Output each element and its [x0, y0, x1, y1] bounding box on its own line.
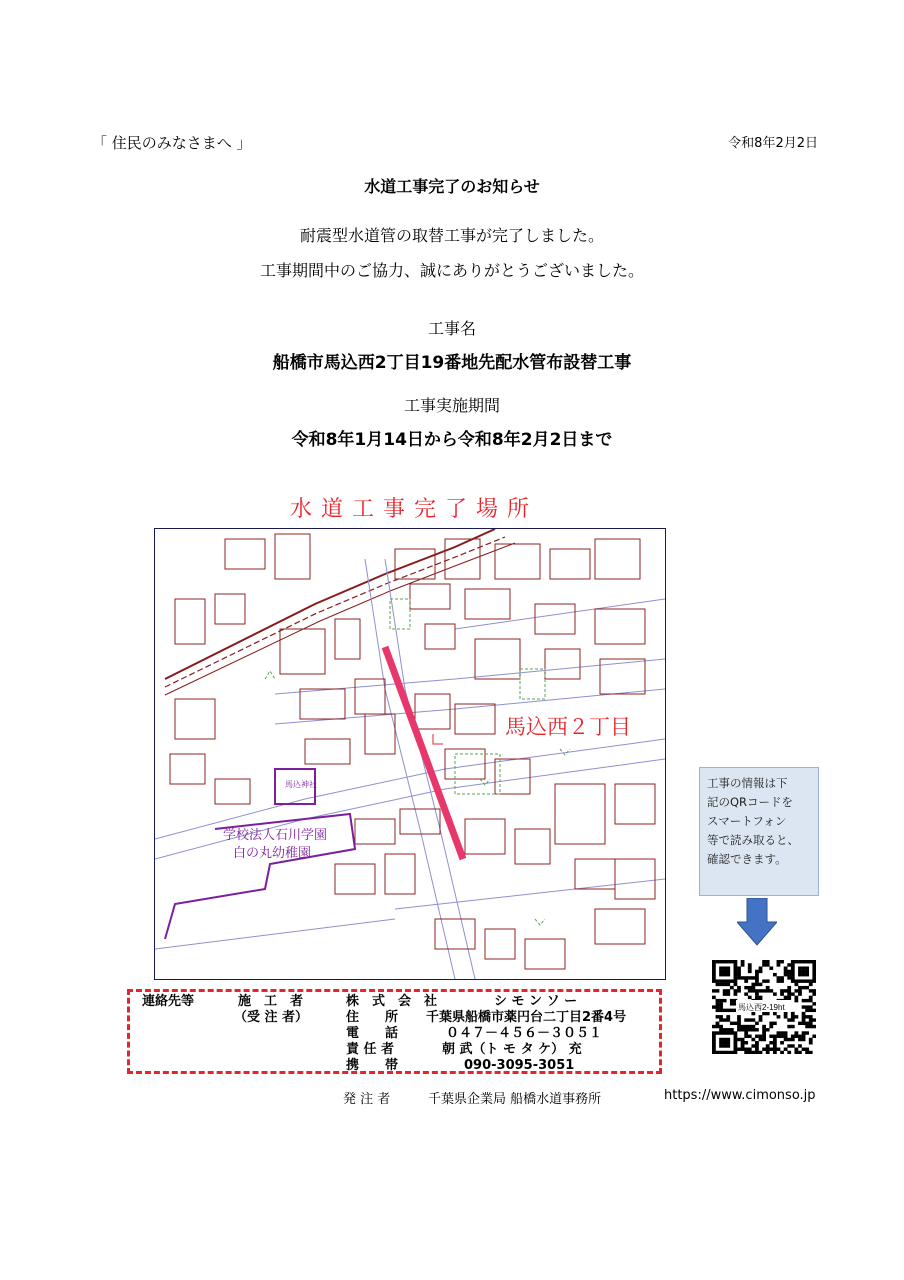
address: 千葉県船橋市薬円台二丁目2番4号: [426, 1010, 627, 1025]
info-line-1: 工事の情報は下: [707, 776, 788, 790]
orderer-label: 発 注 者: [343, 1092, 391, 1107]
period: 令和8年1月14日から令和8年2月2日まで: [291, 430, 613, 450]
down-arrow-icon: [737, 898, 777, 950]
buildings: [170, 534, 655, 969]
manager-label: 責 任 者: [346, 1042, 395, 1057]
phone[interactable]: ０４７－４５６－３０５１: [446, 1026, 603, 1041]
school-label-line2: 白の丸幼稚園: [233, 845, 312, 860]
info-line-2: 記のQRコードを: [707, 795, 794, 809]
map-title: 水道工事完了場所: [290, 497, 539, 522]
notice-title: 水道工事完了のお知らせ: [364, 177, 540, 196]
qr-caption: 馬込西2-19ht: [738, 1003, 785, 1012]
mobile-label: 携 帯: [346, 1058, 399, 1073]
company-name: シ モ ン ソ ー: [494, 994, 578, 1009]
contractor-role: 施 工 者: [238, 994, 304, 1009]
orderer: 千葉県企業局 船橋水道事務所: [428, 1092, 602, 1107]
shrine-label: 馬込神社: [285, 780, 317, 789]
phone-label: 電 話: [346, 1026, 399, 1041]
railway-line: [165, 529, 515, 695]
period-label: 工事実施期間: [403, 396, 500, 415]
contractor-role-sub: （受 注 者）: [234, 1010, 309, 1025]
address-label: 住 所: [346, 1010, 399, 1025]
greeting: 「 住民のみなさまへ 」: [92, 134, 252, 152]
message-line-1: 耐震型水道管の取替工事が完了しました。: [299, 226, 604, 245]
website-link[interactable]: https://www.cimonso.jp: [664, 1088, 816, 1103]
notice-date: 令和8年2月2日: [728, 136, 818, 151]
area-label: 馬込西２丁目: [505, 716, 631, 739]
info-line-5: 確認できます。: [707, 852, 787, 866]
qr-code[interactable]: [712, 960, 816, 1058]
contact-heading: 連絡先等: [142, 994, 195, 1009]
project-name: 船橋市馬込西2丁目19番地先配水管布設替工事: [272, 353, 632, 373]
message-line-2: 工事期間中のご協力、誠にありがとうございました。: [259, 261, 644, 280]
mobile[interactable]: 090-3095-3051: [464, 1058, 575, 1073]
project-name-label: 工事名: [427, 319, 476, 338]
qr-info-box: [699, 767, 819, 896]
info-line-3: スマートフォン: [707, 814, 787, 828]
green-features: [265, 599, 570, 925]
completed-pipe-line: [385, 647, 463, 859]
info-line-4: 等で読み取ると、: [707, 833, 799, 847]
company-label: 株 式 会 社: [346, 994, 438, 1009]
site-map: [154, 528, 666, 980]
manager: 朝 武（ト モ タ ケ） 充: [442, 1042, 582, 1057]
contact-box: [127, 989, 662, 1074]
school-label-line1: 学校法人石川学園: [223, 827, 328, 842]
